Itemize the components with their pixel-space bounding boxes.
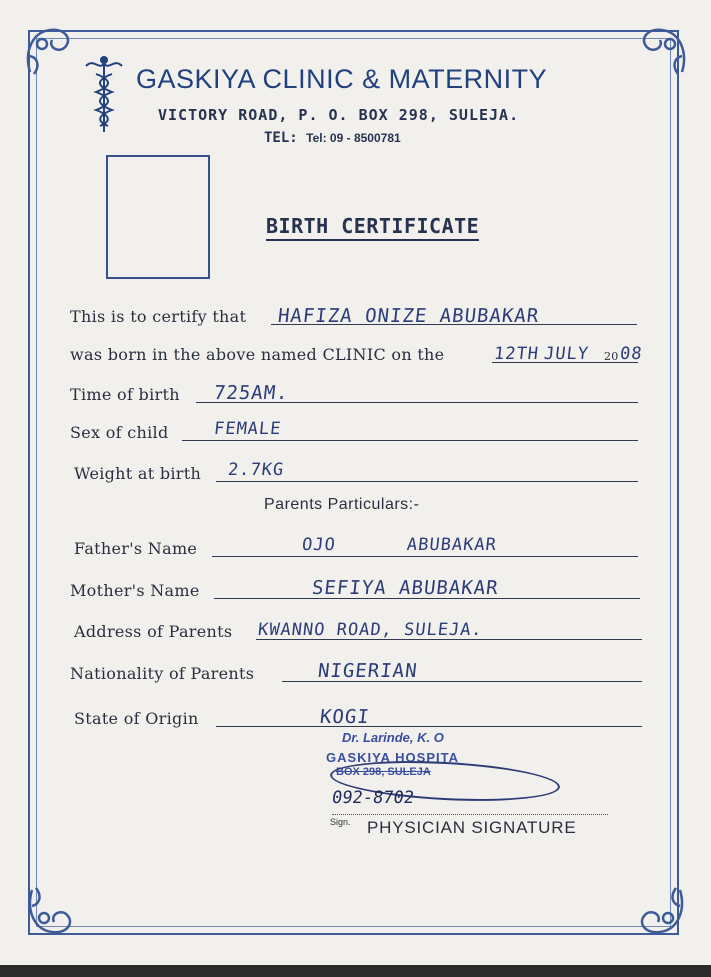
nationality-value: NIGERIAN	[316, 660, 419, 682]
stamp-doctor-name: Dr. Larinde, K. O	[342, 730, 444, 745]
father-row	[0, 518, 711, 558]
birth-year-value: 08	[618, 344, 644, 364]
signature-prefix: Sign.	[330, 817, 351, 827]
time-label: Time of birth	[70, 385, 180, 404]
certify-row	[0, 286, 711, 326]
weight-line	[216, 481, 638, 482]
clinic-address: VICTORY ROAD, P. O. BOX 298, SULEJA.	[158, 106, 520, 124]
ornament-bottom-left-icon	[22, 880, 82, 940]
state-value: KOGI	[318, 706, 371, 728]
clinic-name: GASKIYA CLINIC & MATERNITY	[136, 64, 548, 94]
stamp-hospital-name: GASKIYA HOSPITA	[326, 750, 459, 765]
physician-signature-label: PHYSICIAN SIGNATURE	[367, 818, 577, 837]
physician-signature-scribble: 092-8702	[330, 788, 416, 808]
sex-row	[0, 402, 711, 442]
child-name-value: HAFIZA ONIZE ABUBAKAR	[276, 305, 541, 327]
ornament-top-left-icon	[20, 22, 80, 82]
state-line	[216, 726, 642, 727]
birth-month-value: JULY	[542, 344, 591, 364]
time-row	[0, 364, 711, 404]
address-row	[0, 601, 711, 641]
time-value: 725AM.	[212, 382, 290, 404]
mother-value: SEFIYA ABUBAKAR	[310, 577, 500, 599]
sex-line	[182, 440, 638, 441]
tel-label: TEL:	[264, 130, 298, 146]
photo-box	[106, 155, 210, 279]
certify-label: This is to certify that	[70, 307, 247, 326]
clinic-telephone	[264, 130, 401, 146]
mother-label: Mother's Name	[70, 581, 200, 600]
mother-row	[0, 560, 711, 600]
signature-line	[332, 814, 608, 815]
weight-value: 2.7KG	[226, 460, 286, 480]
father-label: Father's Name	[74, 539, 198, 558]
nationality-row	[0, 643, 711, 683]
born-label: was born in the above named CLINIC on the	[70, 345, 445, 364]
state-row	[0, 688, 711, 728]
address-value: KWANNO ROAD, SULEJA.	[256, 620, 484, 640]
ornament-bottom-right-icon	[630, 880, 690, 940]
weight-row	[0, 443, 711, 483]
father-value: OJO ABUBAKAR	[300, 535, 498, 555]
nationality-label: Nationality of Parents	[70, 664, 255, 683]
caduceus-logo-icon	[82, 52, 126, 134]
sex-label: Sex of child	[70, 423, 169, 442]
bottom-edge	[0, 965, 711, 977]
born-row	[0, 324, 711, 364]
tel-number: Tel: 09 - 8500781	[306, 131, 401, 145]
sex-value: FEMALE	[212, 419, 283, 439]
address-label: Address of Parents	[74, 622, 233, 641]
stamp-box-address: BOX 298, SULEJA	[336, 766, 431, 778]
year-prefix: 20	[604, 350, 619, 363]
certificate-title: BIRTH CERTIFICATE	[266, 214, 479, 241]
parents-particulars-title: Parents Particulars:-	[264, 496, 420, 513]
birth-day-value: 12TH	[492, 344, 541, 364]
father-line	[212, 556, 638, 557]
state-label: State of Origin	[74, 709, 199, 728]
weight-label: Weight at birth	[74, 464, 202, 483]
